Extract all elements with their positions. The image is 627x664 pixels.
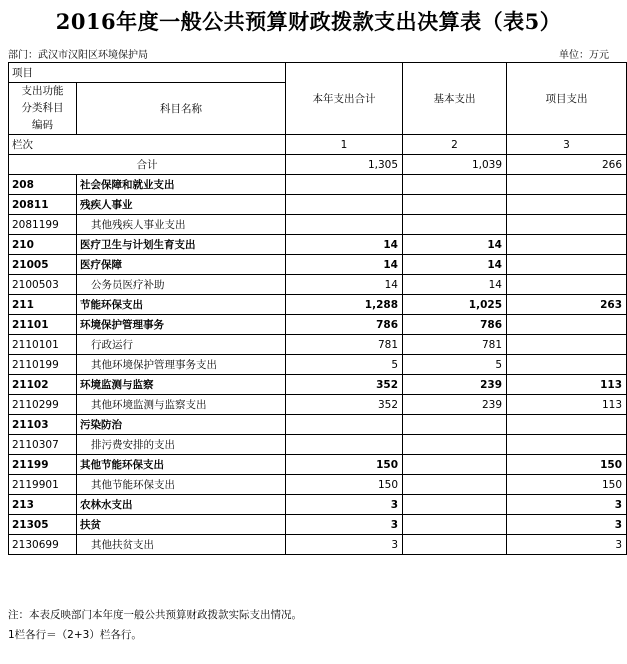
row-basic: 1,025 <box>403 295 507 315</box>
table-row <box>9 235 627 255</box>
row-total: 5 <box>286 355 403 375</box>
row-total: 781 <box>286 335 403 355</box>
row-basic <box>403 515 507 535</box>
row-code: 21103 <box>9 415 77 435</box>
row-name: 其他节能环保支出 <box>77 475 286 495</box>
row-code: 2110101 <box>9 335 77 355</box>
row-project <box>507 215 627 235</box>
expenditure-table <box>8 62 627 555</box>
row-project <box>507 275 627 295</box>
table-row <box>9 535 627 555</box>
row-basic <box>403 435 507 455</box>
row-code: 21005 <box>9 255 77 275</box>
table-header <box>9 63 627 175</box>
row-total: 786 <box>286 315 403 335</box>
row-code: 21199 <box>9 455 77 475</box>
row-code: 2100503 <box>9 275 77 295</box>
project-value: 266 <box>507 155 627 175</box>
row-basic <box>403 175 507 195</box>
row-code: 211 <box>9 295 77 315</box>
table-row <box>9 435 627 455</box>
row-project: 3 <box>507 535 627 555</box>
row-total: 14 <box>286 255 403 275</box>
row-name: 其他扶贫支出 <box>77 535 286 555</box>
row-basic <box>403 495 507 515</box>
header-code: 支出功能 分类科目 编码 <box>9 83 77 135</box>
row-basic <box>403 475 507 495</box>
row-project <box>507 415 627 435</box>
row-project <box>507 255 627 275</box>
header-project: 项目支出 <box>507 63 627 135</box>
row-project <box>507 435 627 455</box>
row-project <box>507 175 627 195</box>
table-row <box>9 295 627 315</box>
row-total <box>286 435 403 455</box>
header-total: 本年支出合计 <box>286 63 403 135</box>
row-code: 208 <box>9 175 77 195</box>
row-code: 210 <box>9 235 77 255</box>
total-value: 1,305 <box>286 155 403 175</box>
row-basic: 781 <box>403 335 507 355</box>
basic-value: 1,039 <box>403 155 507 175</box>
table-row <box>9 195 627 215</box>
row-project: 3 <box>507 495 627 515</box>
table-row <box>9 215 627 235</box>
row-basic: 239 <box>403 375 507 395</box>
row-basic <box>403 215 507 235</box>
row-basic: 5 <box>403 355 507 375</box>
row-code: 21102 <box>9 375 77 395</box>
unit-label: 单位：万元 <box>559 50 609 61</box>
row-code: 2119901 <box>9 475 77 495</box>
row-code: 21101 <box>9 315 77 335</box>
row-project: 150 <box>507 455 627 475</box>
row-code: 213 <box>9 495 77 515</box>
row-project: 150 <box>507 475 627 495</box>
row-basic <box>403 415 507 435</box>
header-item: 项目 <box>9 63 286 83</box>
table-row <box>9 395 627 415</box>
row-basic <box>403 455 507 475</box>
footnotes <box>8 605 302 645</box>
column-index-label: 栏次 <box>9 135 286 155</box>
row-total: 352 <box>286 375 403 395</box>
row-name: 其他环境保护管理事务支出 <box>77 355 286 375</box>
column-index: 2 <box>403 135 507 155</box>
table-row <box>9 315 627 335</box>
row-project <box>507 315 627 335</box>
row-code: 2110299 <box>9 395 77 415</box>
table-row <box>9 255 627 275</box>
table-row <box>9 275 627 295</box>
department-label: 部门：武汉市汉阳区环境保护局 <box>8 50 148 61</box>
footnote: 注：本表反映部门本年度一般公共预算财政拨款实际支出情况。 <box>8 609 302 621</box>
row-name: 其他节能环保支出 <box>77 455 286 475</box>
row-basic <box>403 195 507 215</box>
total-row <box>9 155 627 175</box>
table-row <box>9 475 627 495</box>
row-total <box>286 215 403 235</box>
row-total: 150 <box>286 455 403 475</box>
table-row <box>9 335 627 355</box>
row-code: 2110199 <box>9 355 77 375</box>
row-total <box>286 175 403 195</box>
row-code: 20811 <box>9 195 77 215</box>
table-row <box>9 175 627 195</box>
row-basic: 14 <box>403 235 507 255</box>
row-name: 扶贫 <box>77 515 286 535</box>
row-basic: 786 <box>403 315 507 335</box>
row-project <box>507 355 627 375</box>
row-project: 113 <box>507 375 627 395</box>
row-code: 2110307 <box>9 435 77 455</box>
row-name: 环境保护管理事务 <box>77 315 286 335</box>
row-total: 3 <box>286 515 403 535</box>
row-total: 14 <box>286 275 403 295</box>
row-name: 排污费安排的支出 <box>77 435 286 455</box>
table-row <box>9 515 627 535</box>
row-total <box>286 415 403 435</box>
total-label: 合计 <box>9 155 286 175</box>
row-total: 1,288 <box>286 295 403 315</box>
row-code: 21305 <box>9 515 77 535</box>
table-row <box>9 495 627 515</box>
row-basic: 14 <box>403 255 507 275</box>
row-project <box>507 335 627 355</box>
row-name: 节能环保支出 <box>77 295 286 315</box>
row-project: 263 <box>507 295 627 315</box>
row-project <box>507 195 627 215</box>
row-name: 社会保障和就业支出 <box>77 175 286 195</box>
row-name: 行政运行 <box>77 335 286 355</box>
row-total <box>286 195 403 215</box>
row-name: 其他环境监测与监察支出 <box>77 395 286 415</box>
table-row <box>9 455 627 475</box>
header-basic: 基本支出 <box>403 63 507 135</box>
row-name: 残疾人事业 <box>77 195 286 215</box>
page-title: 2016年度一般公共预算财政拨款支出决算表（表5） <box>55 9 562 34</box>
row-basic <box>403 535 507 555</box>
row-total: 3 <box>286 535 403 555</box>
table-body <box>9 175 627 555</box>
row-total: 352 <box>286 395 403 415</box>
table-row <box>9 415 627 435</box>
table-row <box>9 355 627 375</box>
row-total: 150 <box>286 475 403 495</box>
row-name: 污染防治 <box>77 415 286 435</box>
row-total: 14 <box>286 235 403 255</box>
row-basic: 239 <box>403 395 507 415</box>
row-project <box>507 235 627 255</box>
row-name: 公务员医疗补助 <box>77 275 286 295</box>
row-basic: 14 <box>403 275 507 295</box>
header-name: 科目名称 <box>77 83 286 135</box>
row-name: 医疗卫生与计划生育支出 <box>77 235 286 255</box>
row-total: 3 <box>286 495 403 515</box>
column-index: 3 <box>507 135 627 155</box>
row-code: 2130699 <box>9 535 77 555</box>
row-name: 环境监测与监察 <box>77 375 286 395</box>
row-code: 2081199 <box>9 215 77 235</box>
row-project: 3 <box>507 515 627 535</box>
row-name: 农林水支出 <box>77 495 286 515</box>
column-index: 1 <box>286 135 403 155</box>
table-row <box>9 375 627 395</box>
row-name: 医疗保障 <box>77 255 286 275</box>
row-name: 其他残疾人事业支出 <box>77 215 286 235</box>
row-project: 113 <box>507 395 627 415</box>
footnote: 1栏各行＝（2+3）栏各行。 <box>8 629 142 641</box>
